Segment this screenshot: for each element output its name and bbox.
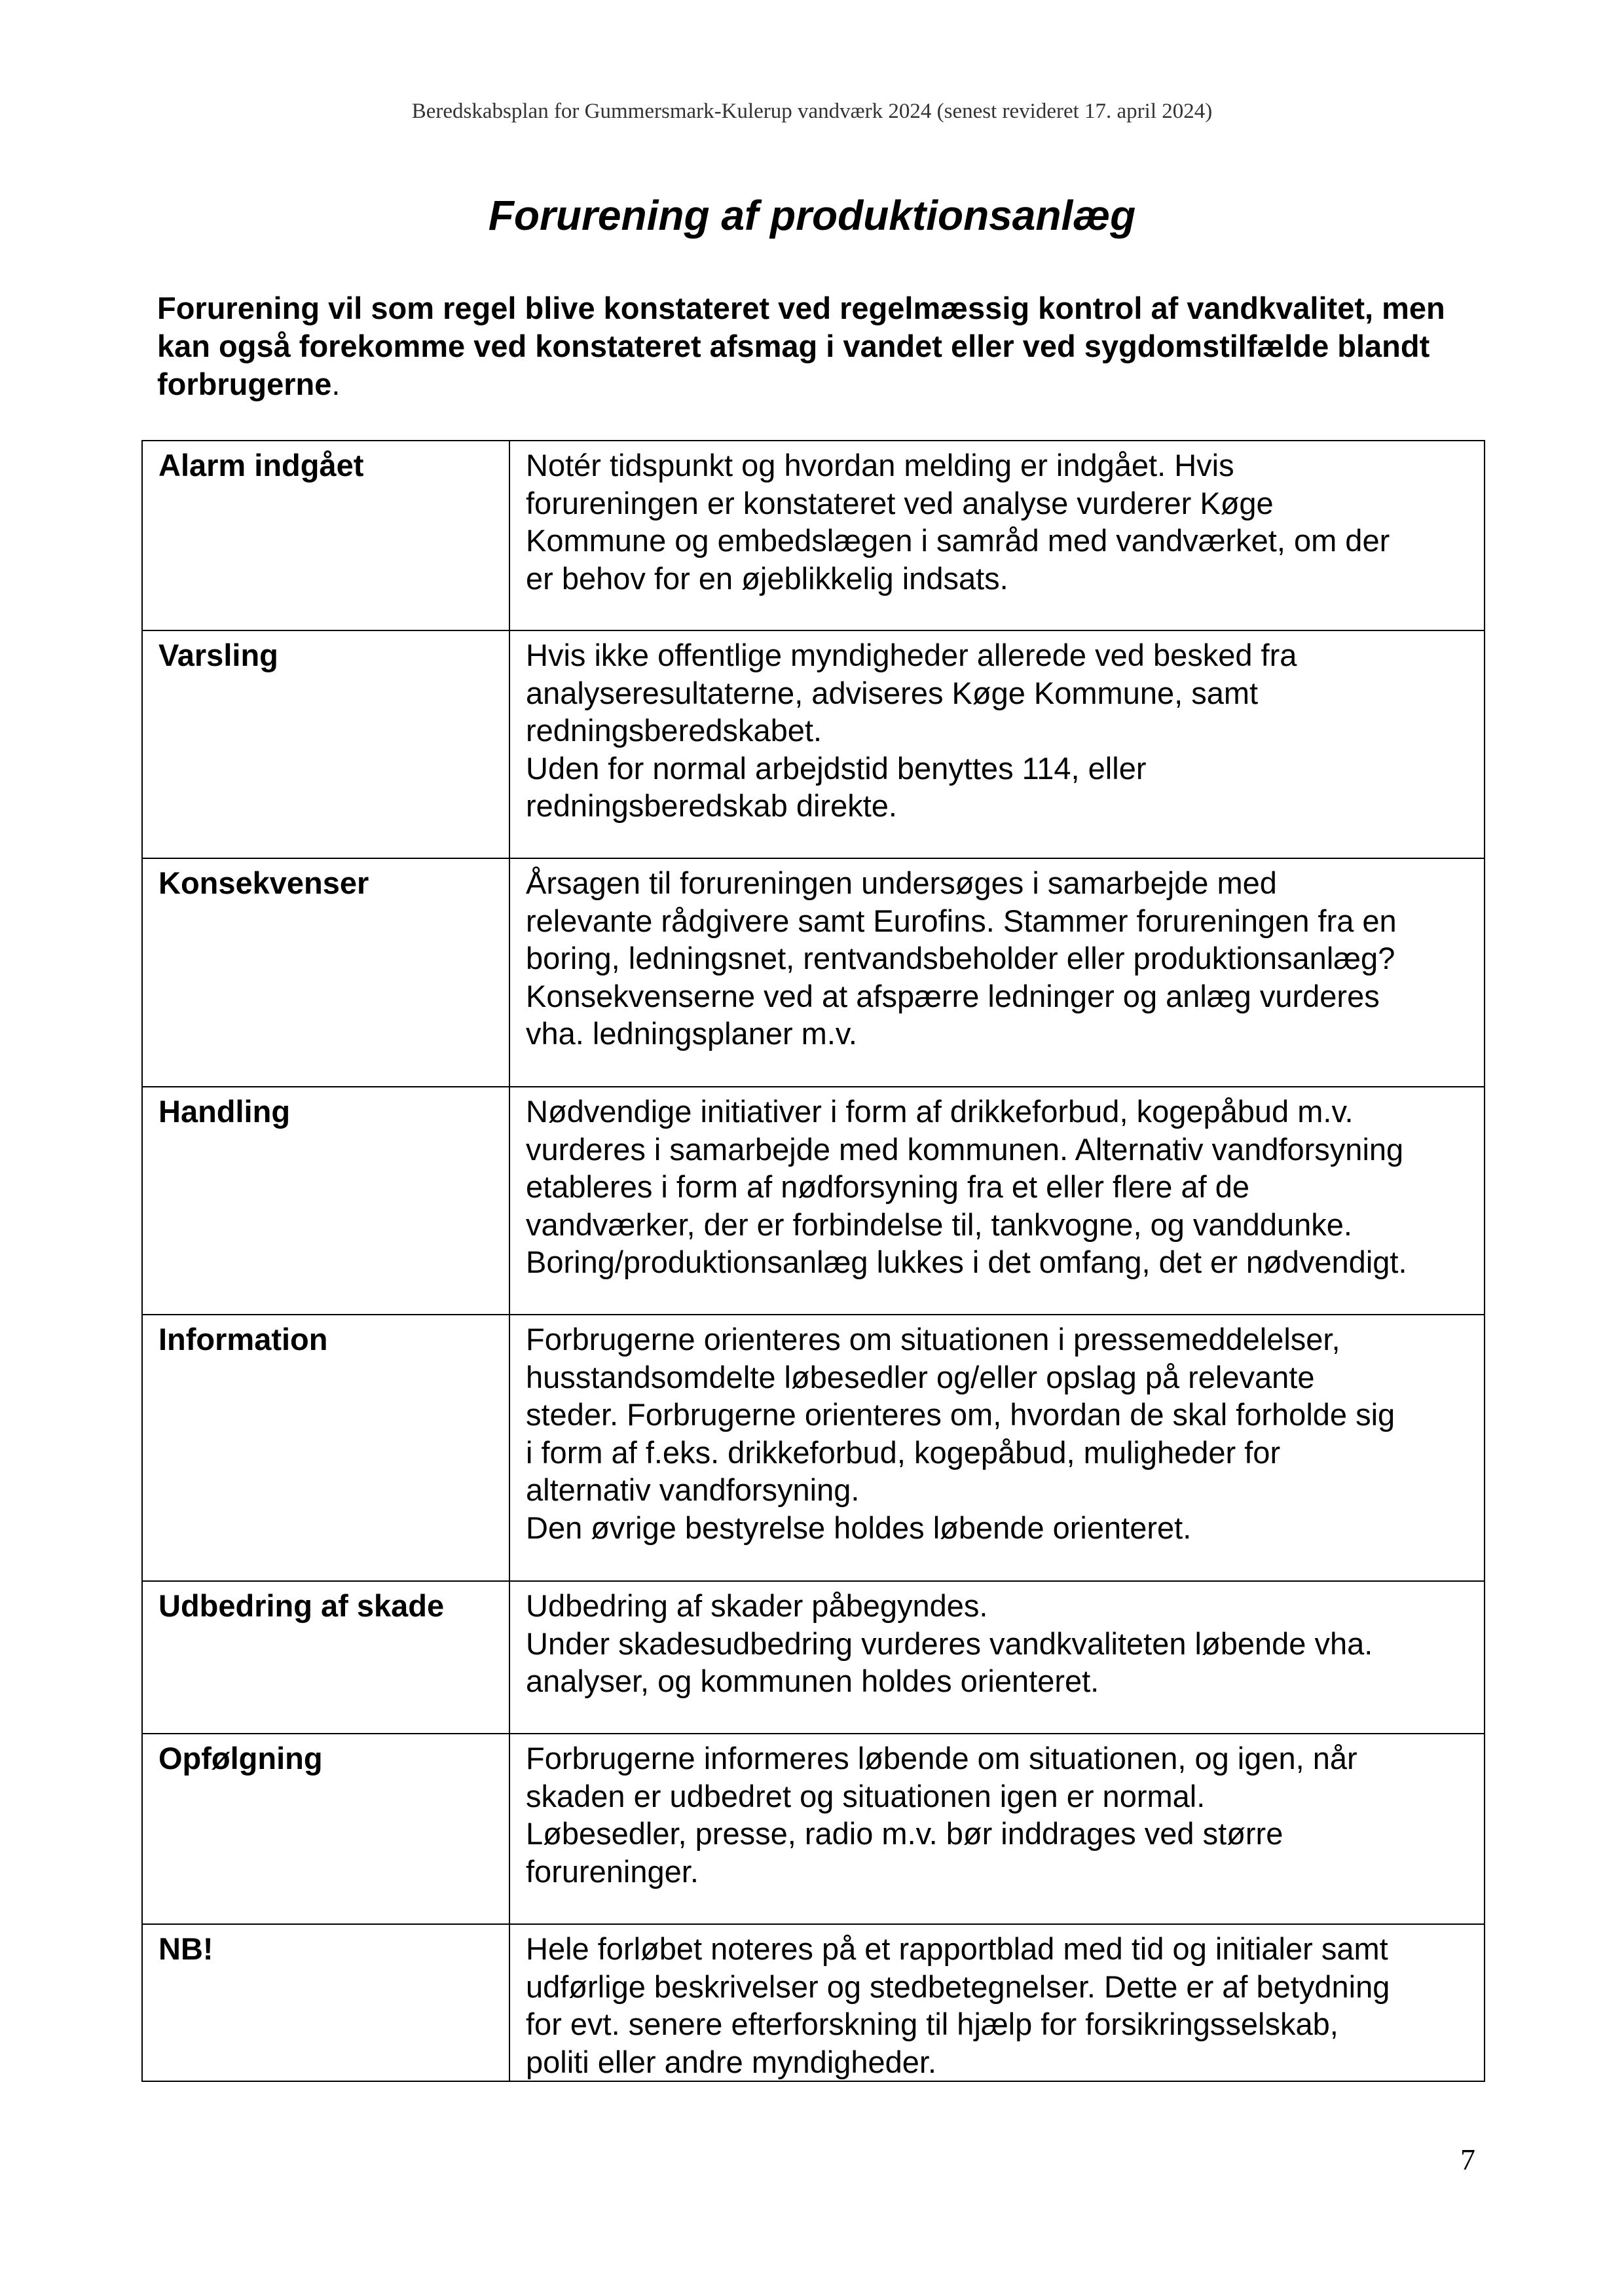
row-label: Information xyxy=(142,1315,509,1581)
row-text: Forbrugerne orienteres om situationen i pressemeddelelser, husstandsomdelte løbesedler og/eller opslag på relevante steder. Forbrugerne orienteres om, hvordan de skal forholde sig i form af f.eks. drikkeforbud, kogepåbud, muligheder for alternativ vandforsyning. Den øvrige bestyrelse holdes løbende orienteret. xyxy=(509,1315,1485,1581)
intro-bold-text: Forurening vil som regel blive konstateret ved regelmæssig kontrol af vandkvalitet, men kan også forekomme ved konstateret afsmag i vandet eller ved sygdomstilfælde blandt forbrugerne xyxy=(157,291,1445,401)
row-label: Handling xyxy=(142,1087,509,1315)
table-row xyxy=(142,1087,1485,1315)
row-label: Udbedring af skade xyxy=(142,1581,509,1734)
table-row xyxy=(142,1924,1485,2081)
row-text: Årsagen til forureningen undersøges i samarbejde med relevante rådgivere samt Eurofins. Stammer forureningen fra en boring, ledningsnet, rentvandsbeholder eller produktionsanlæg? Konsekvenserne ved at afspærre ledninger og anlæg vurderes vha. ledningsplaner m.v. xyxy=(509,858,1485,1087)
row-text: Notér tidspunkt og hvordan melding er indgået. Hvis forureningen er konstateret ved analyse vurderer Køge Kommune og embedslægen i samråd med vandværket, om der er behov for en øjeblikkelig indsats. xyxy=(509,441,1485,630)
page-header: Beredskabsplan for Gummersmark-Kulerup vandværk 2024 (senest revideret 17. april 2024) xyxy=(411,100,1213,123)
row-text: Udbedring af skader påbegyndes. Under skadesudbedring vurderes vandkvaliteten løbende vha. analyser, og kommunen holdes orienteret. xyxy=(509,1581,1485,1734)
row-label: NB! xyxy=(142,1924,509,2081)
response-plan-table xyxy=(141,440,1485,2082)
page-number: 7 xyxy=(1460,2143,1475,2176)
table-row xyxy=(142,441,1485,630)
table-row xyxy=(142,1315,1485,1581)
row-label: Varsling xyxy=(142,630,509,858)
row-label: Opfølgning xyxy=(142,1734,509,1924)
row-text: Forbrugerne informeres løbende om situationen, og igen, når skaden er udbedret og situationen igen er normal. Løbesedler, presse, radio m.v. bør inddrages ved større forureninger. xyxy=(509,1734,1485,1924)
intro-trailing-punctuation: . xyxy=(331,367,341,401)
row-text: Hele forløbet noteres på et rapportblad med tid og initialer samt udførlige beskrivelser og stedbetegnelser. Dette er af betydning for evt. senere efterforskning til hjælp for forsikringsselskab, politi eller andre myndigheder. xyxy=(509,1924,1485,2081)
page-title: Forurening af produktionsanlæg xyxy=(488,192,1136,239)
row-label: Konsekvenser xyxy=(142,858,509,1087)
table-row xyxy=(142,1734,1485,1924)
table-row xyxy=(142,858,1485,1087)
row-text: Nødvendige initiativer i form af drikkeforbud, kogepåbud m.v. vurderes i samarbejde med kommunen. Alternativ vandforsyning etableres i form af nødforsyning fra et eller flere af de vandværker, der er forbindelse til, tankvogne, og vanddunke. Boring/produktionsanlæg lukkes i det omfang, det er nødvendigt. xyxy=(509,1087,1485,1315)
row-text: Hvis ikke offentlige myndigheder allerede ved besked fra analyseresultaterne, adviseres Køge Kommune, samt redningsberedskabet. Uden for normal arbejdstid benyttes 114, eller redningsberedskab direkte. xyxy=(509,630,1485,858)
table-row xyxy=(142,1581,1485,1734)
table-row xyxy=(142,630,1485,858)
intro-paragraph xyxy=(157,289,1493,403)
row-label: Alarm indgået xyxy=(142,441,509,630)
